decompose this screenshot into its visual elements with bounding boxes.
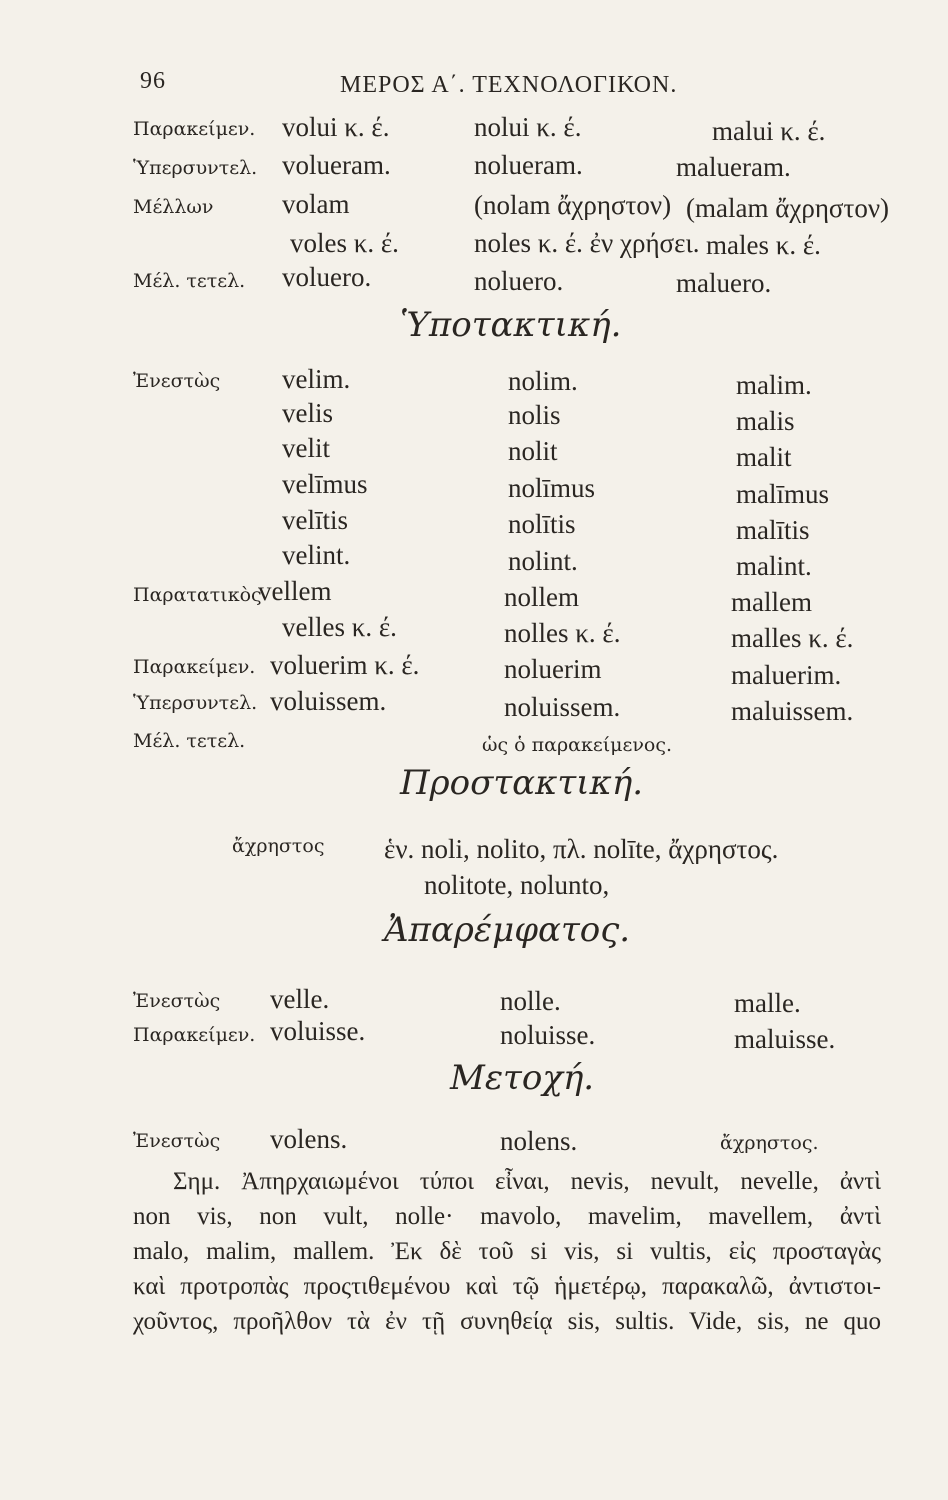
nolle-form: noluerim <box>504 654 602 684</box>
velle-form: volui κ. έ. <box>282 112 390 142</box>
page-number: 96 <box>140 68 166 94</box>
malle-form: malis <box>736 406 795 436</box>
note-line: Σημ. Ἀπηρχαιωμένοι τύποι εἶναι, nevis, nevult, nevelle, ἀντὶ <box>173 1168 881 1195</box>
note-paragraph <box>133 1164 881 1339</box>
velle-form: velis <box>282 398 333 428</box>
row-label: Μέλλων <box>133 196 214 218</box>
nolle-form: nolles κ. έ. <box>504 618 621 648</box>
malle-form: ἄχρηστος. <box>720 1132 819 1154</box>
nolle-form: noluisse. <box>500 1020 596 1050</box>
heading-imperative: Προστακτική. <box>400 763 643 803</box>
velle-form: velles κ. έ. <box>282 612 397 642</box>
malle-form: (malam ἄχρηστον) <box>686 193 890 223</box>
nolle-form: nolītis <box>508 509 576 539</box>
velle-form: voluissem. <box>270 686 387 716</box>
row-label: Παρακείμεν. <box>133 118 256 140</box>
velle-form: velītis <box>282 505 348 535</box>
malle-form: malint. <box>736 551 812 581</box>
malle-form: malles κ. έ. <box>731 623 854 653</box>
nolle-form: nolint. <box>508 546 578 576</box>
row-label: Μέλ. τετελ. <box>133 270 246 292</box>
velle-form: voluerim κ. έ. <box>270 650 420 680</box>
note-line: malo, malim, mallem. Ἐκ δὲ τοῦ si vis, si vultis, εἰς προσταγὰς <box>133 1238 881 1265</box>
velle-form: voles κ. έ. <box>290 228 399 258</box>
nolle-form: nolui κ. έ. <box>474 112 582 142</box>
nolle-form: nolens. <box>500 1126 578 1156</box>
malle-form: malle. <box>734 988 801 1018</box>
row-label: Ἐνεστὼς <box>133 990 221 1012</box>
malle-form: mallem <box>731 587 812 617</box>
heading-participle: Μετοχή. <box>450 1058 595 1098</box>
heading-infinitive: Ἀπαρέμφατος. <box>384 910 631 950</box>
imperative-line-1: ἑν. noli, nolito, πλ. nolīte, ἄχρηστος. <box>384 834 779 864</box>
malle-form: males κ. έ. <box>706 230 821 260</box>
velle-form: volueram. <box>282 150 391 180</box>
nolle-form: nolle. <box>500 986 561 1016</box>
row-label: Μέλ. τετελ. <box>133 730 246 752</box>
velle-form: velīmus <box>282 469 368 499</box>
malle-form: malīmus <box>736 479 829 509</box>
imperative-line-2: nolitote, nolunto, <box>424 870 610 900</box>
note-line: χοῦντος, προῆλθον τὰ ἐν τῇ συνηθείᾳ sis, sultis. Vide, sis, ne quo <box>133 1308 881 1335</box>
velle-form: voluero. <box>282 262 372 292</box>
nolle-form: nolim. <box>508 366 578 396</box>
row-label: Παρακείμεν. <box>133 656 256 678</box>
nolle-form: nolis <box>508 400 561 430</box>
row-label: Ἐνεστὼς <box>133 370 221 392</box>
nolle-form: nolit <box>508 436 558 466</box>
velle-form: velit <box>282 433 330 463</box>
velle-form: volam <box>282 189 350 219</box>
malle-form: malit <box>736 442 792 472</box>
row-label: Ἐνεστὼς <box>133 1130 221 1152</box>
row-label: Ὑπερσυντελ. <box>133 692 258 714</box>
row-label: Παρακείμεν. <box>133 1024 256 1046</box>
note-line: non vis, non vult, nolle· mavolo, mavelim, mavellem, ἀντὶ <box>133 1203 881 1230</box>
malle-form: malītis <box>736 515 810 545</box>
imperative-label: ἄχρηστος <box>232 835 325 857</box>
velle-form: velle. <box>270 984 330 1014</box>
malle-form: malueram. <box>676 152 791 182</box>
nolle-form: noles κ. έ. ἐν χρήσει. <box>474 228 700 258</box>
nolle-form: nollem <box>504 582 579 612</box>
malle-form: malui κ. έ. <box>712 116 826 146</box>
malle-form: maluisse. <box>734 1024 836 1054</box>
velle-form: vellem <box>258 576 332 606</box>
running-title: ΜΕΡΟΣ Α΄. ΤΕΧΝΟΛΟΓΙΚΟΝ. <box>340 72 678 98</box>
heading-subjunctive: Ὑποτακτική. <box>400 305 622 345</box>
velle-form: velim. <box>282 364 351 394</box>
nolle-form: nolīmus <box>508 473 596 503</box>
malle-form: maluero. <box>676 268 772 298</box>
malle-form: maluerim. <box>731 660 842 690</box>
note-line: καὶ προτροπὰς προςτιθεμένου καὶ τῷ ἡμετέρῳ, παρακαλῶ, ἀντιστοι- <box>133 1273 881 1300</box>
nolle-form: ὡς ὁ παρακείμενος. <box>482 734 672 756</box>
nolle-form: noluero. <box>474 266 564 296</box>
nolle-form: (nolam ἄχρηστον) <box>474 190 672 220</box>
malle-form: maluissem. <box>731 696 854 726</box>
row-label: Παρατατικὸς <box>133 584 262 606</box>
velle-form: voluisse. <box>270 1016 366 1046</box>
velle-form: velint. <box>282 540 351 570</box>
nolle-form: noluissem. <box>504 692 621 722</box>
velle-form: volens. <box>270 1124 348 1154</box>
malle-form: malim. <box>736 370 812 400</box>
nolle-form: nolueram. <box>474 150 583 180</box>
row-label: Ὑπερσυντελ. <box>133 157 258 179</box>
